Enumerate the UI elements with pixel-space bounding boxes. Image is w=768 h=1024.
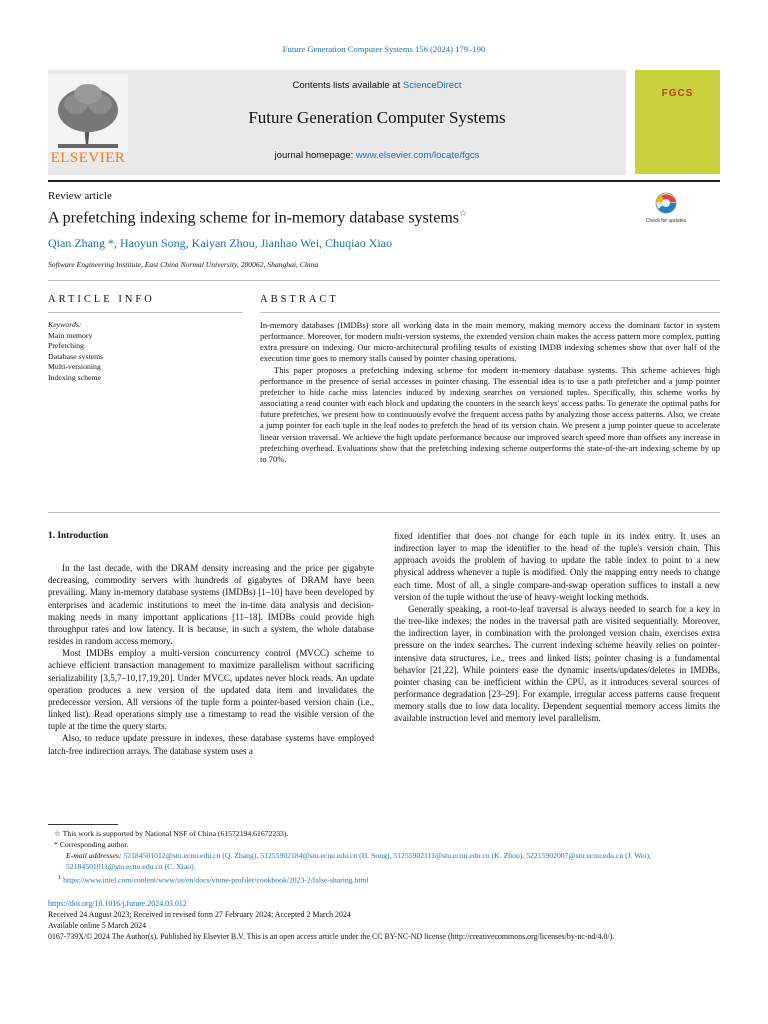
body-paragraph: Generally speaking, a root-to-leaf traversal is always needed to search for a key in the tree-like indexes; the nodes in the traversal path are visited sequentially. Moreover, the indirection layer, in combination with the prolonged version chain, exercises extra pressure on the index searches. The current indexing scheme heavily relies on pointer-intensive data structures, i.e., trees and linked lists; pointer chasing is a fundamental behavior [21,22]. While pointers ease the dynamic inserts/updates/deletes in IMDBs, pointer chasing can be inefficient within the CPU, as it introduces several sources of performance degradation [23–29]. For example, irregular access patterns cause frequent memory stalls due to low data locality. Dependent sequential memory access limits the available instruction level and memory level parallelism. [394,603,720,724]
keyword-item: Database systems [48,351,104,361]
footnote-link[interactable]: https://www.intel.com/content/www/us/en/docs/vtune-profiler/cookbook/2023-2/false-sharing.html [63,875,369,885]
footnote-number: 1 [58,874,62,881]
contents-prefix: Contents lists available at [292,80,403,91]
article-info-heading: ARTICLE INFO [48,294,155,305]
body-paragraph: Also, to reduce update pressure in indexes, these database systems have employed latch-free indirection arrays. The database system uses a [48,733,374,756]
journal-reference[interactable]: Future Generation Computer Systems 156 (2024) 179–190 [282,44,486,54]
title-footnote-mark[interactable]: ☆ [459,208,468,218]
abstract-heading: ABSTRACT [260,294,339,305]
keyword-item: Indexing scheme [48,372,102,382]
article-metadata [48,898,720,942]
journal-title: Future Generation Computer Systems [248,108,506,127]
homepage-line [130,150,624,161]
abstract-bottom-divider [48,512,720,513]
license-statement[interactable]: 0167-739X/© 2024 The Author(s). Published by Elsevier B.V. This is an open access article under the CC BY-NC-ND license (http://creativecommons.org/licenses/by-nc-nd/4.0/). [48,932,615,941]
article-info-divider [48,312,243,313]
body-column-right [394,530,720,725]
paper-title-text: A prefetching indexing scheme for in-memory database systems [48,209,459,227]
keyword-item: Prefetching [48,341,84,351]
corresponding-author-footnote: * Corresponding author. [54,840,129,849]
author-list[interactable]: Qian Zhang *, Haoyun Song, Kaiyan Zhou, Jianhao Wei, Chuqiao Xiao [48,236,393,250]
doi-link[interactable]: https://doi.org/10.1016/j.future.2024.03.012 [48,899,187,908]
check-for-updates-badge[interactable] [645,190,687,230]
homepage-link[interactable]: www.elsevier.com/locate/fgcs [355,150,480,161]
header-divider [48,180,720,182]
sciencedirect-link[interactable]: ScienceDirect [402,80,462,91]
abstract-paragraph: In-memory databases (IMDBs) store all working data in the main memory, making memory access the dominant factor in system performance. Moreover, for modern multi-version systems, the extended version chain makes the access pattern more complex, putting extra pressure on indexing. Our micro-architectural profiling results of existing IMDB indexing schemes show that over half of the execution time goes to memory stalls caused by pointer chasing operations. [260,320,720,364]
email-label: E-mail addresses: [66,851,122,860]
keyword-item: Main memory [48,330,93,340]
abstract-body [260,320,720,465]
elsevier-wordmark: ELSEVIER [50,150,126,166]
homepage-prefix: journal homepage: [274,150,356,161]
online-date: Available online 5 March 2024 [48,921,147,930]
author-emails[interactable]: 52184501012@stu.ecnu.edu.cn (Q. Zhang), 51255902184@stu.ecnu.edu.cn (H. Song), 51255902111@stu.ecnu.edu.cn (K. Zhou), 52215902007@stu.ecnu.edu.cn (J. Wei), 52184501011@stu.ecnu.edu.cn (C. Xiao). [66,851,652,871]
section-heading-introduction: 1. Introduction [48,531,109,541]
keywords-block [48,320,243,384]
funding-footnote: ☆ This work is supported by National NSF of China (61572194,61672233). [54,829,289,838]
affiliation: Software Engineering Institute, East China Normal University, 200062, Shanghai, China [48,260,319,269]
received-dates: Received 24 August 2023; Received in revised form 27 February 2024; Accepted 2 March 2024 [48,910,351,919]
journal-cover-image[interactable] [635,70,720,174]
body-paragraph: fixed identifier that does not change for each tuple in its index entry. It uses an indirection layer to map the identifier to the head of the tuple's version chain. This approach avoids the problem of having to update the table index to point to a new physical address whenever a tuple is modified. Only the mapping entry needs to change each time. Most of all, a single compare-and-swap operation suffices to install a new version of the tuple without the use of heavy-weight locking methods. [394,531,720,602]
body-paragraph: Most IMDBs employ a multi-version concurrency control (MVCC) scheme to achieve efficient transaction management to maximize parallelism without sacrificing serializability [3,5,7–10,17,19,20]. Under MVCC, updates never block reads. An update operation produces a new version of the updated data item and invalidates the predecessor version. All versions of the tuple form a pointer-based version chain (i.e., linked list). Read operations simply use a timestamp to read the visible version of the tuple at the time the query starts. [48,648,374,732]
footnote-divider [48,824,118,825]
contents-line [130,80,624,91]
journal-cover-title: FGCS [661,88,694,99]
paper-title [48,208,467,227]
abstract-divider [260,312,720,313]
body-paragraph: In the last decade, with the DRAM density increasing and the price per gigabyte decreasing, commodity servers with hundreds of gigabytes of DRAM have been prevailing. Many in-memory database systems (IMDBs) [1–10] have been developed by enterprises and academic institutions to meet the in-time data analysis and decision-making needs in many important applications [11–18]. IMDBs could provide high throughput rates and low latency. It is because, in such a system, the whole database resides in random access memory. [48,563,374,647]
affiliation-divider [48,280,720,281]
abstract-paragraph: This paper proposes a prefetching indexing scheme for modern in-memory database systems. This scheme achieves high performance in the presence of serial accesses in pointer chasing. The essential idea is to use a path prefetcher and a jump pointer prefetcher to hide cache miss latencies induced by indexing searches on versioned tuples. Specifically, this scheme works by associating a read counter with each block and updating the counters in the search keys' access paths. To generate the optimal paths for future prefetches, we present how to continuously evolve the frequent access paths by analyzing those access patterns. Also, we create a jump pointer for each tuple in the leaf nodes to prefetch the head of its version chain. We present a jump pointer queue to accelerate linear version traversal. We achieve the high update performance because our improved search speed more than offsets any increase in prefetching overhead. Evaluations show that the prefetching indexing scheme outperforms the state-of-the-art indexing scheme by up to 70%. [260,364,720,464]
keyword-item: Multi-versioning [48,362,101,372]
footnotes [48,828,720,886]
keywords-label: Keywords: [48,320,82,329]
body-column-left [48,530,374,757]
article-type: Review article [48,190,112,202]
check-badge-text: Check for updates [645,218,687,224]
